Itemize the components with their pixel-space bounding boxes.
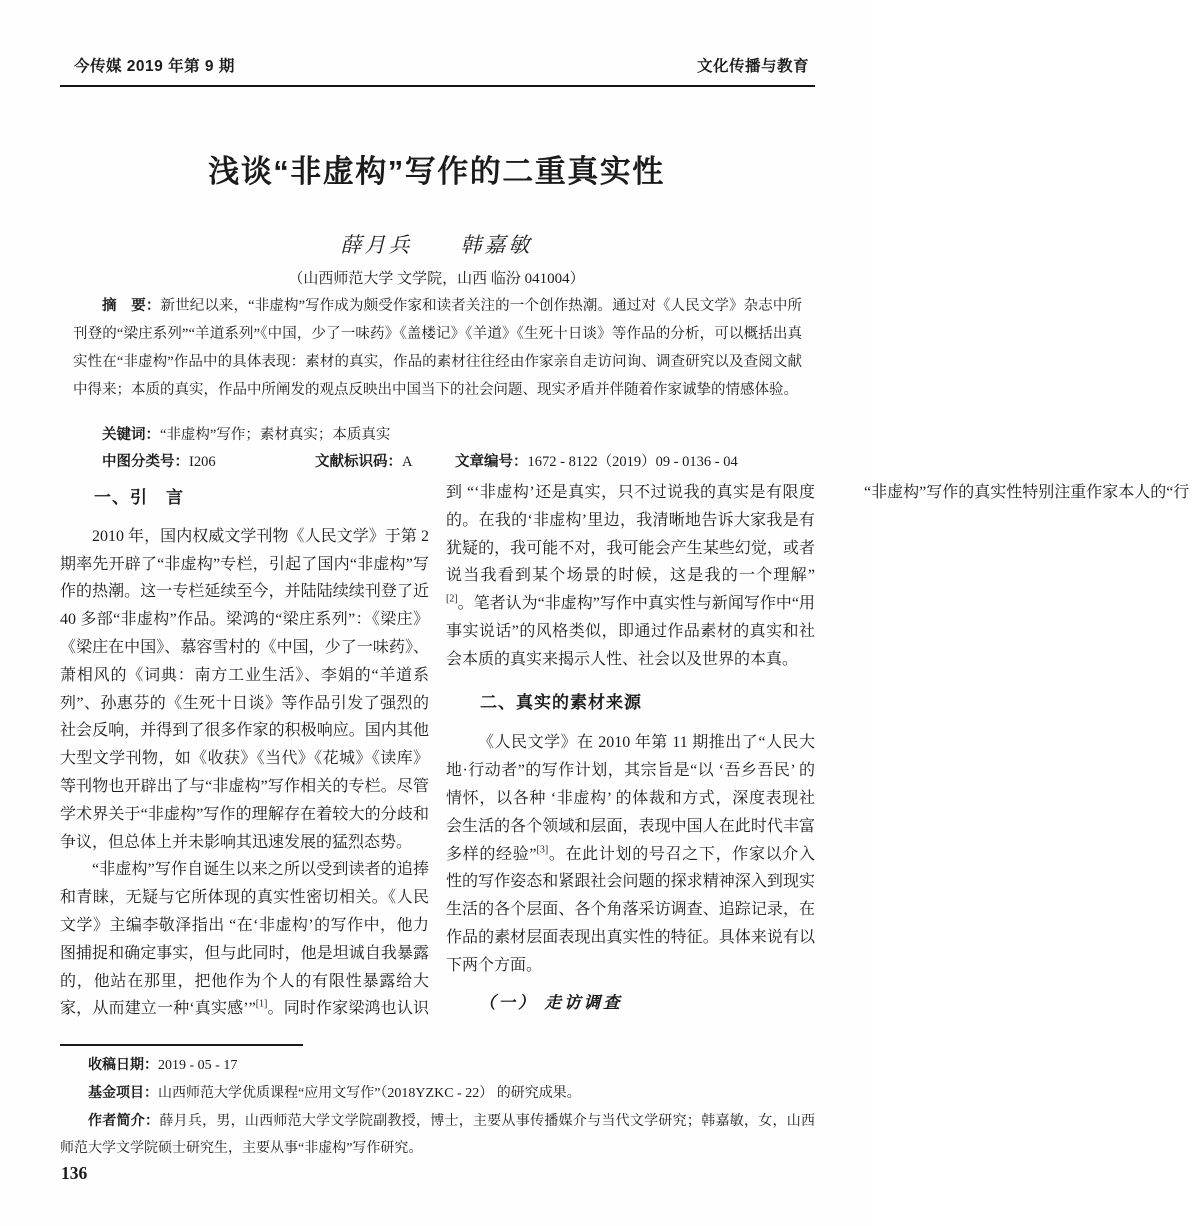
clc-entry [102,448,315,476]
fund-project-line [60,1079,815,1107]
author-bio-line [60,1107,815,1162]
footnote-block [60,1051,815,1162]
body-paragraph-2: “非虚构”写作自诞生以来之所以受到读者的追捧和青睐，无疑与它所体现的真实性密切相关。《人民文学》主编李敬泽指出 “在‘非虚构’的写作中，他力图捕捉和确定事实，但与此同时，他是坦诚自我暴露的，他站在那里，把他作为个人的有限性暴露给大家，从而建立一种‘真实感’”[1]。同时作家梁鸿也认识到 “‘非虚构’还是真实，只不过说我的真实是有限度的。在我的‘非虚构’里边，我清晰地告诉大家我是有犹疑的，我可能不对，我可能会产生某些幻觉，或者说当我看到某个场景的时候，这是我的一个理解”[2]。笔者认为“非虚构”写作中真实性与新闻写作中“用事实说话”的风格类似，即通过作品素材的真实和社会本质的真实来揭示人性、社会以及世界的本真。 [60,484,815,1018]
doc-code-value: A [402,454,413,470]
body-paragraph-3: 《人民文学》在 2010 年第 11 期推出了“人民大地·行动者”的写作计划，其宗旨是“以 ‘吾乡吾民’ 的情怀，以各种 ‘非虚构’ 的体裁和方式，深度表现社会生活的各个领域和层面，表现中国人在此时代丰富多样的经验”[3]。在此计划的号召之下，作家以介入性的写作姿态和紧跟社会问题的探求精神深入到现实生活的各个层面、各个角落采访调查、追踪记录，在作品的素材层面表现出真实性的特征。具体来说有以下两个方面。 [446,734,815,974]
body-paragraph-4: “非虚构”写作的真实性特别注重作家本人的“行 [864,484,1190,501]
fund-project-label: 基金项目： [88,1084,158,1100]
journal-issue: 今传媒 2019 年第 9 期 [74,58,235,75]
meta-line [60,448,815,476]
article-id-value: 1672 - 8122（2019）09 - 0136 - 04 [527,454,738,470]
clc-value: I206 [189,454,216,470]
abstract-block [60,292,815,404]
keywords-line [60,421,815,449]
keywords-text: “非虚构”写作；素材真实；本质真实 [160,427,391,443]
article-id-label: 文章编号： [455,454,528,470]
fund-project-value: 山西师范大学优质课程“应用文写作”（2018YZKC - 22） 的研究成果。 [158,1086,581,1101]
received-date-line [60,1051,815,1079]
authors-line: 薛月兵 韩嘉敏 [340,233,533,257]
section-heading-1: 一、引 言 [94,488,184,507]
page-number: 136 [61,1163,88,1183]
body-paragraph-1: 2010 年，国内权威文学刊物《人民文学》于第 2 期率先开辟了“非虚构”专栏，引起了国内“非虚构”写作的热潮。这一专栏延续至今，并陆陆续续刊登了近 40 多部“非虚构”作品。梁鸿的“梁庄系列”：《梁庄》《梁庄在中国》、慕容雪村的《中国，少了一味药》、萧相风的《词典：南方工业生活》、李娟的“羊道系列”、孙惠芬的《生死十日谈》等作品引发了强烈的社会反响，并得到了很多作家的积极响应。国内其他大型文学刊物，如《收获》《当代》《花城》《读库》等刊物也开辟出了与“非虚构”写作相关的专栏。尽管学术界关于“非虚构”写作的理解存在着较大的分歧和争议，但总体上并未影响其迅速发展的猛烈态势。 [60,527,429,851]
received-date-value: 2019 - 05 - 17 [158,1058,238,1073]
doc-code-label: 文献标识码： [315,454,402,470]
footnote-separator [60,1044,303,1046]
doc-code-entry [315,448,455,476]
author-bio-value: 薛月兵，男，山西师范大学文学院副教授，博士，主要从事传播媒介与当代文学研究；韩嘉敏，女，山西师范大学文学院硕士研究生，主要从事“非虚构”写作研究。 [60,1114,816,1156]
abstract-paragraph [73,292,802,404]
abstract-text: 新世纪以来，“非虚构”写作成为颇受作家和读者关注的一个创作热潮。通过对《人民文学》杂志中所刊登的“梁庄系列”“羊道系列”《中国，少了一味药》《盖楼记》《羊道》《生死十日谈》等作品的分析，可以概括出真实性在“非虚构”作品中的具体表现：素材的真实，作品的素材往往经由作家亲自走访问询、调查研究以及查阅文献中得来；本质的真实，作品中所阐发的观点反映出中国当下的社会问题、现实矛盾并伴随着作家诚挚的情感体验。 [73,298,802,398]
paper-title: 浅谈“非虚构”写作的二重真实性 [208,154,665,189]
body-columns [60,479,1190,1045]
received-date-label: 收稿日期： [88,1056,158,1072]
author-bio-label: 作者简介： [88,1112,160,1128]
section-heading-2: 二、真实的素材来源 [480,692,642,712]
clc-label: 中图分类号： [102,454,189,470]
subsection-heading-1: （一） 走访调查 [479,992,623,1012]
keywords-label: 关键词： [102,427,160,443]
abstract-label: 摘 要： [102,298,161,314]
affiliation: （山西师范大学 文学院，山西 临汾 041004） [288,271,585,287]
article-id-entry [455,448,802,476]
journal-section: 文化传播与教育 [696,58,809,75]
running-head [60,54,815,87]
